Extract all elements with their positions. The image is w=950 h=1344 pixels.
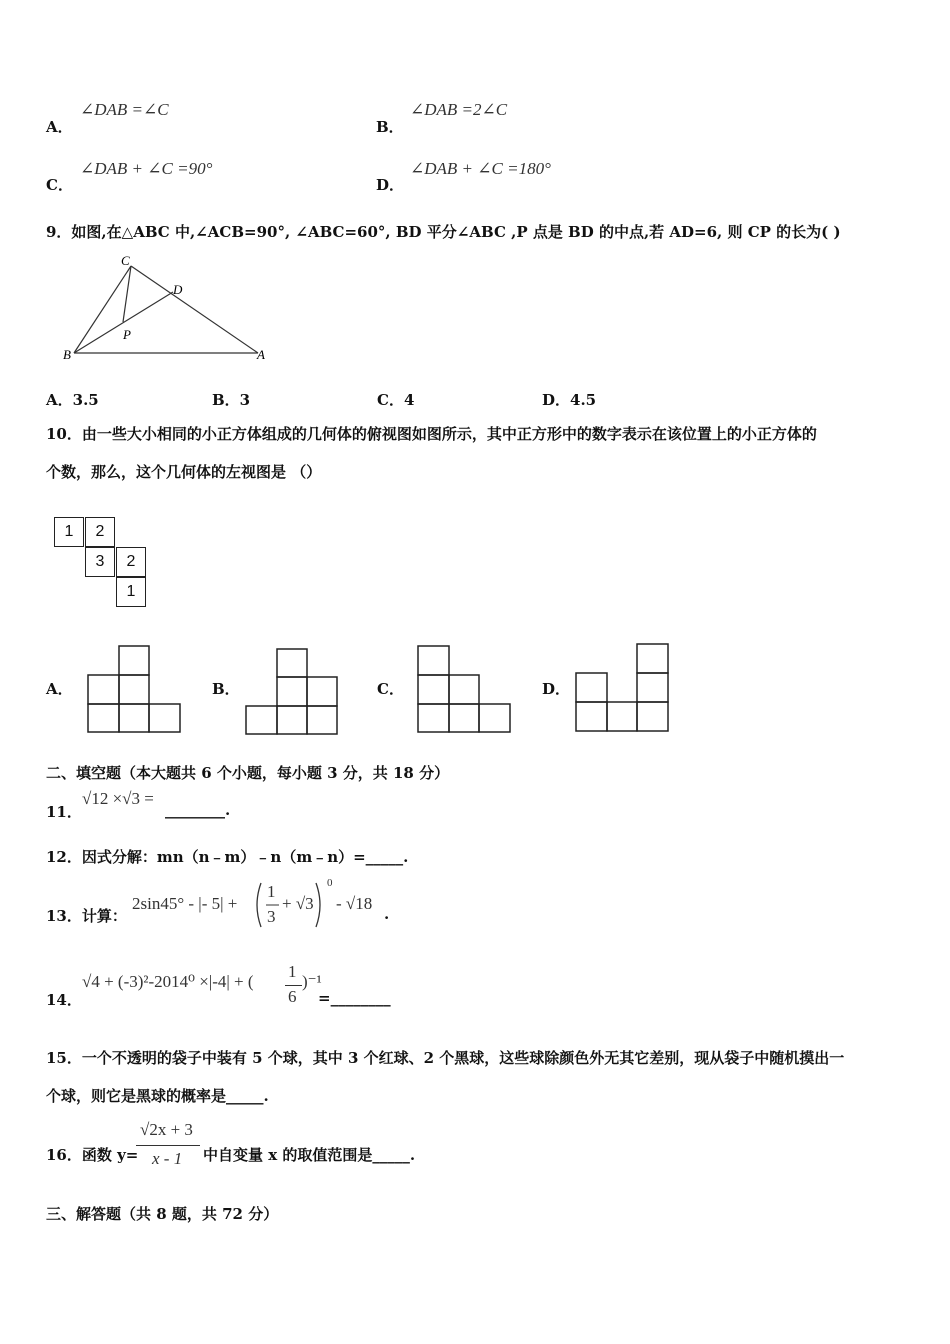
- q16-frac-denominator: x - 1: [152, 1149, 183, 1168]
- q13-exponent: 0: [327, 877, 333, 889]
- q16-tail: 中自变量 x 的取值范围是_____.: [203, 1146, 416, 1164]
- q8-option-c-letter: C．: [46, 176, 73, 194]
- q8-option-d-letter: D．: [376, 176, 405, 194]
- q8-option-a-expr: ∠DAB =∠C: [80, 100, 169, 119]
- label-d: D: [173, 282, 183, 297]
- q15-line1: 15．一个不透明的袋子中装有 5 个球，其中 3 个红球、2 个黑球，这些球除颜色外无其它差别，现从袋子中随机摸出一: [46, 1049, 845, 1067]
- q14-part1: √4 + (-3)²-2014⁰ ×|-4| + (: [82, 972, 254, 991]
- q15-line2: 个球，则它是黑球的概率是_____.: [46, 1087, 269, 1105]
- q10-option-c-letter: C．: [377, 680, 404, 698]
- q14-frac-numerator: 1: [288, 962, 297, 981]
- q16-frac-numerator: √2x + 3: [140, 1120, 193, 1139]
- q10-option-a-letter: A．: [46, 680, 73, 698]
- label-p: P: [123, 327, 131, 342]
- q9-option-b: B．3: [212, 391, 251, 409]
- q10-option-d-letter: D．: [542, 680, 571, 698]
- q8-option-b-expr: ∠DAB =2∠C: [410, 100, 508, 119]
- grid-cell: 2: [116, 547, 146, 577]
- segment-bd: [74, 292, 173, 353]
- q11-blank: ________.: [165, 801, 231, 819]
- section-2-title: 二、填空题（本大题共 6 个小题，每小题 3 分，共 18 分）: [46, 764, 450, 782]
- q10-option-b-figure: [244, 647, 340, 735]
- label-c: C: [121, 253, 130, 268]
- q9-triangle-figure: [55, 250, 275, 365]
- q14-number: 14．: [46, 991, 82, 1009]
- q13-plus-sqrt3: + √3: [282, 894, 314, 913]
- q10-top-view-grid: [54, 517, 149, 607]
- q13-period: .: [384, 905, 390, 923]
- q10-stem-line2: 个数，那么，这个几何体的左视图是 （）: [46, 463, 322, 481]
- q13-part1: 2sin45° - |- 5| +: [132, 894, 238, 913]
- label-a: A: [257, 347, 265, 362]
- q14-part2: )⁻¹: [302, 972, 322, 991]
- q13-frac-denominator: 3: [267, 907, 276, 926]
- grid-cell: 1: [54, 517, 84, 547]
- section-3-title: 三、解答题（共 8 题，共 72 分）: [46, 1205, 279, 1223]
- q12-text: 12．因式分解：mn（n﹣m）﹣n（m﹣n）=_____.: [46, 848, 409, 866]
- q8-option-a-letter: A．: [46, 118, 73, 136]
- q16-fraction: [136, 1120, 202, 1172]
- q8-option-c-expr: ∠DAB + ∠C =90°: [80, 159, 213, 178]
- q11-expression: √12 ×√3 =: [82, 789, 154, 808]
- q10-option-b-letter: B．: [212, 680, 240, 698]
- q14-frac-denominator: 6: [288, 987, 297, 1006]
- grid-cell: 2: [85, 517, 115, 547]
- q9-option-a: A．3.5: [46, 391, 99, 409]
- grid-cell: 3: [85, 547, 115, 577]
- q10-option-c-figure: [416, 644, 512, 734]
- q9-option-d: D．4.5: [542, 391, 597, 409]
- q8-option-b-letter: B．: [376, 118, 404, 136]
- q13-part2: - √18: [336, 894, 373, 913]
- q14-fraction-bar: [285, 985, 302, 986]
- q16-label: 16．函数 y=: [46, 1146, 139, 1164]
- label-b: B: [63, 347, 71, 362]
- q10-option-a-figure: [86, 644, 182, 734]
- segment-cp: [123, 266, 131, 322]
- q13-frac-numerator: 1: [267, 882, 276, 901]
- q8-option-d-expr: ∠DAB + ∠C =180°: [410, 159, 551, 178]
- grid-cell: 1: [116, 577, 146, 607]
- q13-label: 13．计算：: [46, 907, 127, 925]
- side-ca: [131, 266, 258, 353]
- q10-option-d-figure: [574, 642, 671, 734]
- q9-option-c: C．4: [377, 391, 415, 409]
- q10-stem-line1: 10．由一些大小相同的小正方体组成的几何体的俯视图如图所示，其中正方形中的数字表示在该位置上的小正方体的: [46, 425, 817, 443]
- q14-blank: =________: [318, 989, 391, 1007]
- q9-stem: 9．如图,在△ABC 中,∠ACB=90°, ∠ABC=60°, BD 平分∠ABC ,P 点是 BD 的中点,若 AD=6, 则 CP 的长为( ): [46, 223, 841, 241]
- q13-parenthesized-term: [254, 880, 324, 930]
- q16-fraction-bar: [136, 1145, 200, 1146]
- q11-number: 11．: [46, 803, 82, 821]
